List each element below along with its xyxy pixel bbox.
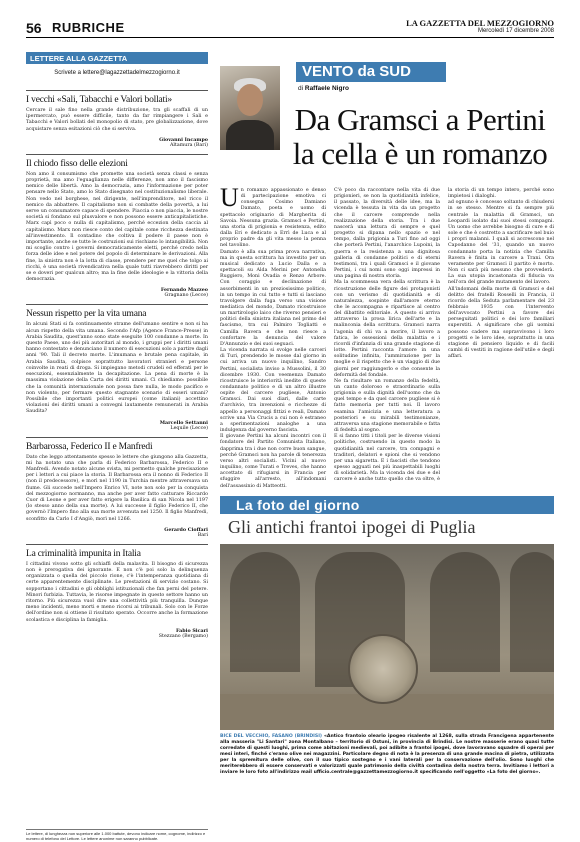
letter-author: Fabio Sicari [176,627,208,634]
article-body [220,183,554,492]
letter-item [26,437,208,539]
letter-body: Dato che leggo attentamente spesso le lettere che giungono alla Gazzetta, mi ha notato una che parla di Federico Barbarossa, Federico II e Manfredi. Avendo notato alcune svista, mi permetto qualche precisazione per i lettori a cui piace la storia. Il Barbarossa era il nonno di Federico II (non il predecessore), e morì nel 1190 in Turchia mentre attraversava un fiume. Gli succede nell'Impero Enrico VI, note non solo per la conquista del mezzogiorno normanno, ma anche per aver fatto catturare Riccardo Cuor di Leone e per aver fatto erigere la Basilica di san Nicola nel 1197 (lo stesso anno della sua morte). A lui successe il figlio Federico II, che governò l'Impero fino alla sua morte avvenuta nel 1250. Il figlio Manfredi, sconfitto da Carlo I d'Angiò, morì nel 1266. [26,454,208,522]
letter-place: Gragnano (Lecce) [164,293,208,299]
letter-item [26,90,208,149]
article-headline: Da Gramsci a Pertini la cella è un romanzo [292,102,548,171]
article-paragraph: Ne fa risultare un romanzo della fedeltà, un canto doloroso e straordinario sulla prigionia e sulla dignità dell'uomo che da quel tempo e da quel carcere pugliese si è fatto memoria per tutti noi. Il lavoro esamina l'amicizia e una letteratura a posteriori e su mirabili testimonianze, attraversa una stagione memorabile e fatta di fedeltà al sogno. [334,378,440,434]
letter-author: Gerardo Cioffari [164,526,208,533]
author-portrait [220,66,280,150]
millstone [348,634,418,704]
photo-caption [220,734,554,776]
section-rubric: RUBRICHE [52,20,125,35]
publication-date: Mercoledì 17 dicembre 2008 [477,28,554,34]
letters-address[interactable]: Scrivete a lettere@lagazzettadelmezzogiorno.it [54,70,180,76]
letter-item [26,304,208,431]
photo-arch [230,552,300,672]
publication-masthead [406,19,554,34]
caption-text: «Antico frantoio oleario ipogeo risalente al 1268, sulla strada Francigena appartenente alla masseria "Li Santari" zona Montalbano – territorio di Ostuni, in provincia di Brindisi. Le nostre masserie erano quasi tutte corredate di questi luoghi, prima come abitazioni medievali, poi adibite a frantoi ipogei, dove lavoravano squadre di operai per mesi interi, finché c'erano olive nei magazzini. Particolare degno di nota è la presenza di una grande macina di pietra, utilizzata per la spremitura delle olive, con il suo tipico sostegno e i vani laterali per la conservazione dell'olio. Sono luoghi che meriterebbero di essere conservati e valorizzati quale patrimonio della civiltà contadina della nostra terra. Invitiamo i lettori a inviare le loro foto all'indirizzo mail ufficio.centrale@gazzettamezzogiorno.it specificando nell'oggetto «La foto del giorno». [220,734,554,775]
letter-body: In alcuni Stati si fa continuamente strame dell'umano sentire e non si ha alcun rispetto della vita umana. Secondo l'Afp (Agence France-Presse) in Arabia Saudita, quest'anno sono state eseguite 100 condanne a morte. In questo Paese, uno dei più autoritari al mondo, i gruppi per i diritti umani hanno contestato e denunciano il numero di esecuzioni solo a partire dagli anni '90. Tali il decreto morte. L'imumana e brutale pena capitale, in Arabia Saudita, colpisce soprattutto lavoratori stranieri e persone coinvolte in reati di droga. Si impiegano metodi crudeli ed efferati per le esecuzioni, essenzialmente la decapitazione. La pena di morte è la massima violazione della Carta dei diritti umani. Ci chiediamo: possibile che la comunità internazionale non possa fare nulla, le modo pacifico e non violento, per fermare questo stagnante scenario di esseri umani? Possibile che importanti politici europei (come italiani) accettino violazioni dei diritti umani a convegni lautamente remunerati in Arabia Saudita? [26,322,208,415]
article-paragraph: Ma la scommessa vera della scrittura è la ricostruzione delle figure dei protagonisti con un verismo di quotidianità e di naturalezza, sospinte dall'amore eterno che le accompagna e ripartisce al centro del dibattito editoriale. A questo si arriva attraverso la prosa lirica dell'arte e la malinconia della scrittura. Gramsci narra l'agonia di chi va a morire, il lavoro a fatica, le ossessioni della malattia e i ricordi d'infanzia di una grande stagione di lotte. Pertini racconta l'amore in una solitudine infinita, l'ammirazione per la moglie e il rispetto che è un viaggio di due giorni per raggiungerlo e che consente la deformità del fondale. [334,280,440,378]
letter-title: La criminalità impunita in Italia [26,548,141,559]
letters-footnote: Le lettere, di lunghezza non superiore alle 1.000 battute, devono indicare nome, cognome, indirizzo e numero di telefono del Lettore. Le lettere anonime non saranno pubblicate. [26,829,208,841]
letter-signature [26,287,208,299]
column-byline [298,85,349,92]
letter-author: Giovanni Incampo [159,136,208,143]
letter-item [26,544,208,640]
article-paragraph: C'è poco da raccontare nella vita di due prigionieri, se non la quotidianità infelice, il passato, la diversità delle idee, ma la vicenda è tessuta in vita da un progetto che il carcere comprende nella realizzazione della storia. Tra i due nascerà una lettura di sempre e quel progetto si dipana nello spazio e nel tempo, dalla prigionia a Turi fino ad oggi che porterà Pertini, l'anarchico Lupoini, la guerra e la resistenza a una dignitosa galleria di condanne politici e di eterni testimoni, tra i quali Gramsci e il giovane Pertini, i cui nomi sono oggi impressi in una pagina di nostra storia. [334,188,440,280]
letter-place: Stezzano (Bergamo) [158,633,208,639]
letter-title: I vecchi «Sali, Tabacchi e Valori bollati» [26,95,172,105]
letter-title: Il chiodo fisso delle elezioni [26,158,128,169]
letter-body: Non amo il consumismo che promette una società senza classi e senza proprietà, ma amo l'eguaglianza nelle differenze, non amo il fascismo nemico delle libertà. Amo la democrazia, amo l'informazione per poter pensare nello Stato, amo lo Stato disegnato nel costituzionalismo liberale. Non vedo nel borghese, nel dirigente, nell'imprenditore, nel ricco il nemico da abbattere. Il capitalismo non si combatte della povertà, a lui serve un consumatore capace di spendere. Piaccia o non piaccia, le nostre società si fondano sul plusvalore e non possono essere anticapitalistiche. Marx capì poco o nulla di capitalismo, perché eccezion della caccia al capitalismo. Marx non riesce conto del capitale come ricchezza destinata all'investimento. Il contadino che coltiva il podere il paese non è importante, anche se tutte le costruzioni sui rischiano lo intangibilità. Non mi scoglio contro i governi democraticamente eletti, perché credo nella forza delle idee e nel potere del popolo di determinare le derivazioni. Alla fine, la sinistra non è la lotta di classe, prendere per me quel che tolgo ai ricchi, è una società rivendicativa nella quale tutti riavrebbero diritti per se e doveri per qualcun altro; ma la fine delle ideologie e la vittoria della democrazia. [26,171,208,283]
letter-place: Lequile (Lecce) [170,425,208,431]
article-paragraph: Il giovane Pertini ha alcuni incontri con il fondatore del Partito Comunista Italiano, dapprima tra i due non corre buon sangue, perché Gramsci non ha parole di tenerezza verso altri socialisti. Vicini al nuovo inquilino, come Turati e Treves, che hanno accettato di rifugiarsi in Francia per sfuggire all'arresto, all'indomani dell'assassinio di Matteotti. [220,434,326,489]
article-paragraph: E si fanno titti i titoli per le diverse visioni politiche, costruendo in questo modo la quotidianità nel carcere, tra compagni e traditori, delatori e spioni che si vendono per una sigaretta. E i fascisti che tendono spesso agguati nei più inaspettabili luoghi di solidarietà. Ma la vicenda dei due e del carcere è anche tutto quello che va oltre, è la storia di un tempo intero, perché sono impietosi i dialoghi. [334,188,554,483]
photo-title: Gli antichi frantoi ipogei di Puglia [228,517,476,537]
column-band: VENTO da SUD [296,62,446,82]
letters-section-band: LETTERE ALLA GAZZETTA [26,52,208,64]
portrait-body [226,120,274,150]
letter-item [26,154,208,300]
photo-section-label: La foto del giorno [236,497,360,513]
letter-title: Nessun rispetto per la vita umana [26,309,147,320]
letter-place: Altamura (Bari) [169,142,208,148]
article-paragraph: ad ognuno è concesso soltanto di chiudersi in se stesso. Mentre si fa sempre più centrale la malattia di Gramsci, un Leopardi isolato dai suoi stessi compagni. Un uomo che avrebbe bisogno di cure e di sole e che è costretto a sacrificare nel buio i propri malanni. I quali si accrescono nel Capodanno del '31, quando un nuovo condannato porta la notizia che Camilla Ravera è finita in carcere a Trani. Ora veramente per Gramsci il partito è morto. Non ci sarà più nessuno che provvederà. La sua utopia incastonata di fiducia va nell'ora del grande mutamento del lavoro. [448,200,554,286]
publication-name: LA GAZZETTA DEL MEZZOGIORNO [406,18,554,28]
letters-column [26,90,208,645]
letter-author: Fernando Mazzeo [160,287,208,294]
byline-prefix: di [298,85,304,92]
photo-arch [430,552,500,672]
letter-signature [26,420,208,432]
letter-signature [26,527,208,539]
article-paragraph: All'indomani della morte di Gramsci e del delitto dei fratelli Rosselli in Francia, il ricordo della Seduta parlamentare del 23 febbraio 1935 con l'intervento dell'avvocato Pertini a favore dei perseguitati politici e dei loro familiari superstiti. A significare che gli uomini possono cadere ma sopravvivono i loro progetti e le loro idee, soprattutto in una stagione di pensiero liquido e di facili cambi di vestiti in ragione dell'utile e degli affari. [448,286,554,360]
caption-lead: BICE DEL VECCHIO, FASANO (BRINDISI) [220,734,323,739]
article-paragraph: La vicenda narrata si svolge nelle carceri di Turi, prendendo le mosse dal giorno in cui arriva un nuovo inquilino, Sandro Pertini, socialista inviso a Mussolini, il 30 dicembre 1930. Con veemenza Damato ricostruisce le interiorità inedite di queste condannato politico e di un altro illustre ospite del carcere pugliese, Antonio Gramsci. Dai suoi diari, dalle carte d'archivio, tra invenzioni e ricchezze di appello a personaggi fittizi e reali, Damato scrive una Via Crucis a cui non è estraneo a sperimentazioni analoghe a una indulgenza dal governo fascista. [220,348,326,434]
drop-cap: U [220,183,239,212]
letter-signature [26,137,208,149]
frantoio-photo [220,544,554,730]
letter-author: Marcello Settanni [159,419,208,426]
letter-title: Barbarossa, Federico II e Manfredi [26,441,153,452]
article-paragraph: Un romanzo appassionato e denso di partecipazione emotiva ci consegna Cosimo Damiano Damato, poeta e uomo di spettacolo originario di Margherita di Savoia. Nessuna grazia. Gramsci e Pertini, una storia di prigionia e resistenza, edito dalla Eri e dedicato a Errì de Luca e al proprio padre da gli vita messo la penna nel tavolino. [220,183,326,249]
page-number: 56 [26,20,42,36]
article-paragraph: Damato è alla sua prima prova narrativa, ma in questa scrittura ha investito per un musical dedicato a Lucio Dalla e a spettacoli su Alda Merini per Antonella Ruggiero, Moni Ovadia e Renzo Arbore. Con coraggio e declinazione di assorbimenti in un preziosissimo politico, in un tempo in cui tutto e tutti si lasciano travolgere dalla fuga verso una visione mediatica del mondo, Damato ricostruisce un martirologio laico che riverso pensieri e politici della sinistra italiana nel primo del fascismo, tra cui Palmiro Togliatti e Camilla Ravera e che non riesce a confortare la denuncia del valore D'Annunzio e dei suoi seguaci. [220,249,326,347]
letter-body: Cercare il sale fino nella grande distribuzione, tra gli scaffali di un ipermercato, può essere difficile, tanto da far rimpiangere i Sali e Tabacchi e Valori bollati del monopolio di stato, pre globalizzazione, dove acquistare senza esitazioni ciò che si serviva. [26,108,208,132]
portrait-face [237,84,263,116]
letter-place: Bari [197,532,208,538]
byline-author: Raffaele Nigro [304,85,349,92]
letter-body: I cittadini vivono sotto gli schiaffi della malavita. Il bisogno di sicurezza non è prerogativa dei ignorante. E non c'è poi solo la delinquenza organizzata o quella del piccolo rione, c'è l'intemperanza quotidiana di certe apparentemente disciplinate. Le prestazioni di servizio costano. Si sopportano i cittadini e gli obblighi istituzionali che fan perni del potere. Minori furbizia. Tuttavia, le risorse impegnate in questo settore hanno un ritorno. Più sicurezza vuol dire una collettività più tranquilla. Dunque meno incidenti, meno morti e meno ricorsi ai tribunali. Solo con le Forze dell'ordine non si ottiene il risultato sperato. Occorre anche la formazione scolastica e disciplina la famiglia. [26,561,208,623]
letter-signature [26,628,208,640]
page-header [26,18,554,38]
photo-arch [510,552,554,672]
